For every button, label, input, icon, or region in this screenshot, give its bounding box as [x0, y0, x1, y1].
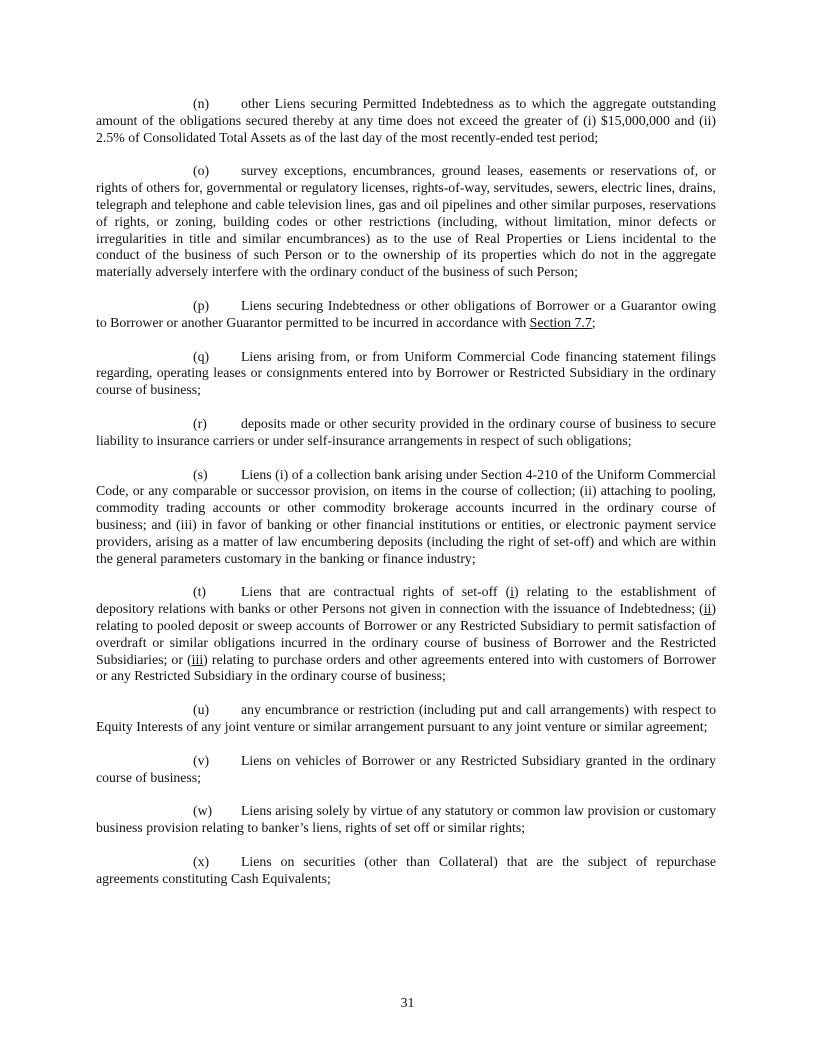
- paragraph-label: (o): [193, 163, 210, 179]
- paragraph-x: [96, 854, 716, 888]
- paragraph-text: survey exceptions, encumbrances, ground leases, easements or reservations of, or rights of others for, governmental or regulatory licenses, rights-of-way, servitudes, sewers, electric lines, drains, telegraph and telephone and cable television lines, gas and oil pipelines and other similar purposes, reservations of rights, or zoning, building codes or other restrictions (including, without limitation, minor defects or irregularities in title and similar encumbrances) as to the use of Real Properties or Liens incidental to the conduct of the business of such Person or to the ownership of its properties which do not in the aggregate materially adversely interfere with the ordinary conduct of the business of such Person;: [96, 163, 716, 280]
- paragraph-u: [96, 702, 716, 736]
- paragraph-t: [96, 584, 716, 685]
- document-body: [96, 96, 716, 904]
- paragraph-text: other Liens securing Permitted Indebtedness as to which the aggregate outstanding amount of the obligations secured thereby at any time does not exceed the greater of (i) $15,000,000 and (ii) 2.5% of Consolidated Total Assets as of the last day of the most recently-ended test period;: [96, 96, 716, 145]
- paragraph-text: deposits made or other security provided in the ordinary course of business to secure liability to insurance carriers or under self-insurance arrangements in respect of such obligations;: [96, 415, 716, 448]
- paragraph-text: Liens arising from, or from Uniform Commercial Code financing statement filings regarding, operating leases or consignments entered into by Borrower or Restricted Subsidiary in the ordinary course of business;: [96, 348, 716, 398]
- paragraph-text: ) relating to purchase orders and other agreements entered into with customers of Borrower or any Restricted Subsidiary in the ordinary course of business;: [96, 651, 716, 684]
- paragraph-label: (t): [193, 584, 207, 600]
- paragraph-text: Liens (i) of a collection bank arising under Section 4-210 of the Uniform Commercial Code, or any comparable or successor provision, on items in the course of collection; (ii) attaching to pooling, commodity trading accounts or other commodity brokerage accounts incurred in the ordinary course of business; and (iii) in favor of banking or other financial institutions or entities, or electronic payment service providers, arising as a matter of law encumbering deposits (including the right of set-off) and which are within the general parameters customary in the banking or finance industry;: [96, 466, 716, 566]
- paragraph-label: (x): [193, 853, 210, 869]
- clause-numeral: i: [510, 584, 515, 600]
- paragraph-text: ) relating to the establishment of depository relations with banks or other Persons not given in connection with the issuance of Indebtedness; (: [96, 584, 716, 617]
- paragraph-text: any encumbrance or restriction (including put and call arrangements) with respect to Equity Interests of any joint venture or similar arrangement pursuant to any joint venture or similar agreement;: [96, 702, 716, 734]
- paragraph-text: Liens arising solely by virtue of any statutory or common law provision or customary business provision relating to banker’s liens, rights of set off or similar rights;: [96, 803, 716, 836]
- paragraph-label: (q): [193, 348, 210, 364]
- paragraph-v: [96, 753, 716, 787]
- paragraph-s: [96, 467, 716, 568]
- paragraph-text-end: ;: [591, 314, 596, 330]
- paragraph-text: Liens on securities (other than Collateral) that are the subject of repurchase agreements constituting Cash Equivalents;: [96, 853, 716, 886]
- paragraph-n: [96, 96, 716, 146]
- page-number: 31: [400, 995, 415, 1010]
- paragraph-label: (w): [193, 803, 213, 819]
- paragraph-text: Liens on vehicles of Borrower or any Restricted Subsidiary granted in the ordinary course of business;: [96, 752, 716, 785]
- paragraph-label: (n): [193, 96, 210, 111]
- paragraph-o: [96, 163, 716, 281]
- paragraph-q: [96, 349, 716, 399]
- paragraph-text: Liens that are contractual rights of set-off (: [241, 584, 511, 600]
- paragraph-label: (u): [193, 702, 210, 718]
- paragraph-label: (r): [193, 415, 207, 431]
- paragraph-label: (p): [193, 297, 210, 313]
- section-reference: Section 7.7: [529, 314, 592, 330]
- paragraph-label: (s): [193, 466, 208, 482]
- paragraph-r: [96, 416, 716, 450]
- clause-numeral: ii: [703, 601, 712, 617]
- paragraph-label: (v): [193, 752, 210, 768]
- clause-numeral: iii: [191, 651, 204, 667]
- paragraph-text: Liens securing Indebtedness or other obligations of Borrower or a Guarantor owing to Borrower or another Guarantor permitted to be incurred in accordance with: [96, 297, 716, 330]
- paragraph-text: ) relating to pooled deposit or sweep accounts of Borrower or any Restricted Subsidiary to permit satisfaction of overdraft or similar obligations incurred in the ordinary course of business of Borrower and the Restricted Subsidiaries; or (: [96, 601, 716, 667]
- paragraph-w: [96, 803, 716, 837]
- paragraph-p: [96, 298, 716, 332]
